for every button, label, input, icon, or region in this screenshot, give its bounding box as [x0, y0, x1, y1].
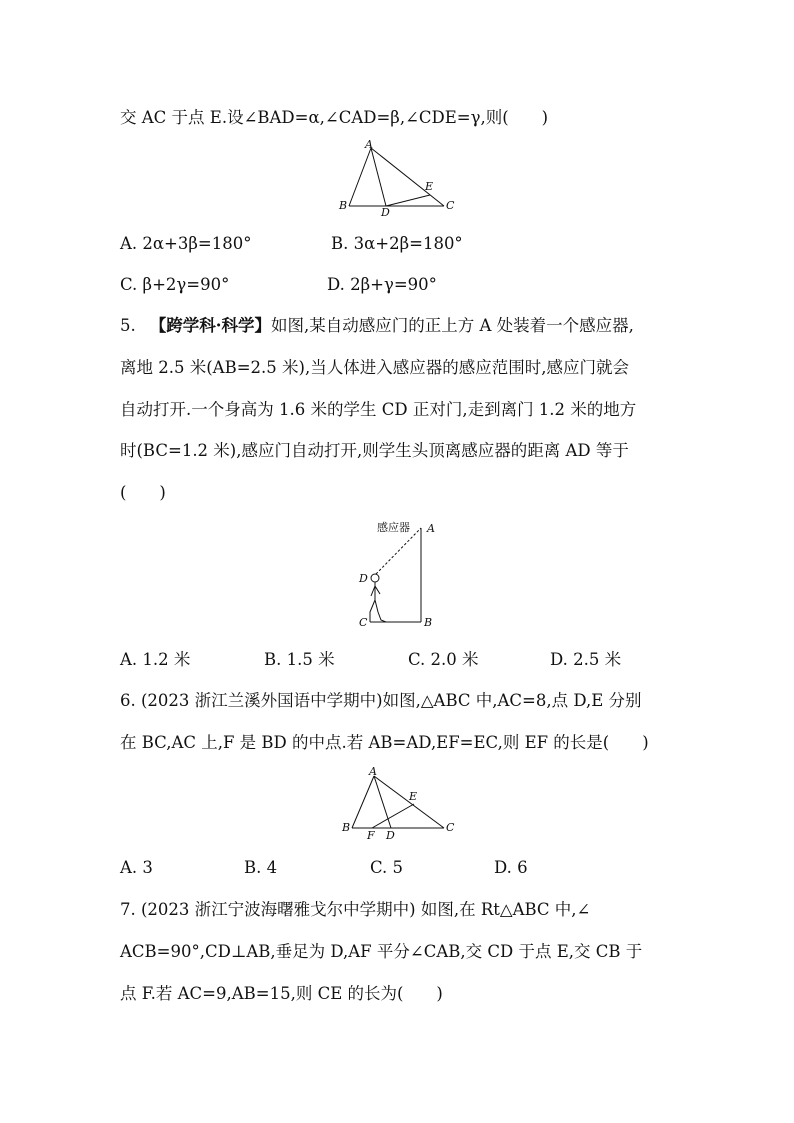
q5-label-c: C: [359, 616, 368, 629]
q5-subject-tag: 【跨学科·科学】: [149, 316, 271, 335]
q6-option-c[interactable]: C. 5: [370, 858, 404, 877]
q6-label-a: A: [369, 765, 377, 778]
q4-option-d[interactable]: D. 2β+γ=90°: [327, 275, 437, 294]
q5-stem-line1: [120, 314, 634, 338]
q7-stem-line1: 7. (2023 浙江宁波海曙雅戈尔中学期中) 如图,在 Rt△ABC 中,∠: [120, 900, 591, 919]
q4-label-a: A: [365, 138, 373, 151]
q4-triangle-figure: [336, 138, 460, 218]
q4-stem-continuation: 交 AC 于点 E.设∠BAD=α,∠CAD=β,∠CDE=γ,则( ): [120, 108, 549, 127]
q6-option-d[interactable]: D. 6: [494, 858, 528, 877]
q6-stem-line2: 在 BC,AC 上,F 是 BD 的中点.若 AB=AD,EF=EC,则 EF 的长是( ): [120, 733, 649, 752]
q5-option-c[interactable]: C. 2.0 米: [408, 650, 479, 669]
q5-stem-line4: 时(BC=1.2 米),感应门自动打开,则学生头顶离感应器的距离 AD 等于: [120, 441, 629, 460]
q6-stem-line1: 6. (2023 浙江兰溪外国语中学期中)如图,△ABC 中,AC=8,点 D,E 分别: [120, 691, 642, 710]
q5-stem-line5: ( ): [120, 483, 166, 502]
q4-label-b: B: [339, 199, 348, 212]
q6-option-a[interactable]: A. 3: [120, 858, 153, 877]
q5-option-d[interactable]: D. 2.5 米: [550, 650, 622, 669]
q4-label-e: E: [425, 180, 434, 193]
q6-label-b: B: [342, 821, 351, 834]
q5-label-sensor: 感应器: [377, 521, 410, 534]
q5-door-sensor-figure: [356, 514, 442, 632]
q6-label-e: E: [409, 790, 418, 803]
q5-label-a: A: [427, 522, 435, 535]
q4-option-a[interactable]: A. 2α+3β=180°: [120, 234, 252, 253]
q5-line1-text: 如图,某自动感应门的正上方 A 处装着一个感应器,: [271, 316, 634, 335]
q5-option-a[interactable]: A. 1.2 米: [120, 650, 191, 669]
q6-label-c: C: [446, 821, 455, 834]
q7-stem-line2: ACB=90°,CD⊥AB,垂足为 D,AF 平分∠CAB,交 CD 于点 E,交 CB 于: [120, 942, 643, 961]
q6-option-b[interactable]: B. 4: [244, 858, 278, 877]
q5-label-b: B: [424, 616, 433, 629]
q7-stem-line3: 点 F.若 AC=9,AB=15,则 CE 的长为( ): [120, 984, 443, 1003]
q5-number: 5.: [120, 316, 136, 335]
q6-triangle-figure: [336, 764, 460, 844]
q4-option-c[interactable]: C. β+2γ=90°: [120, 275, 230, 294]
q4-label-d: D: [381, 206, 390, 218]
q5-label-d: D: [359, 572, 368, 585]
q5-option-b[interactable]: B. 1.5 米: [264, 650, 335, 669]
q4-option-b[interactable]: B. 3α+2β=180°: [331, 234, 463, 253]
q6-label-d: D: [386, 829, 395, 842]
q6-label-f: F: [367, 829, 375, 842]
q5-stem-line3: 自动打开.一个身高为 1.6 米的学生 CD 正对门,走到离门 1.2 米的地方: [120, 400, 637, 419]
q4-label-c: C: [446, 199, 455, 212]
q5-stem-line2: 离地 2.5 米(AB=2.5 米),当人体进入感应器的感应范围时,感应门就会: [120, 358, 629, 377]
